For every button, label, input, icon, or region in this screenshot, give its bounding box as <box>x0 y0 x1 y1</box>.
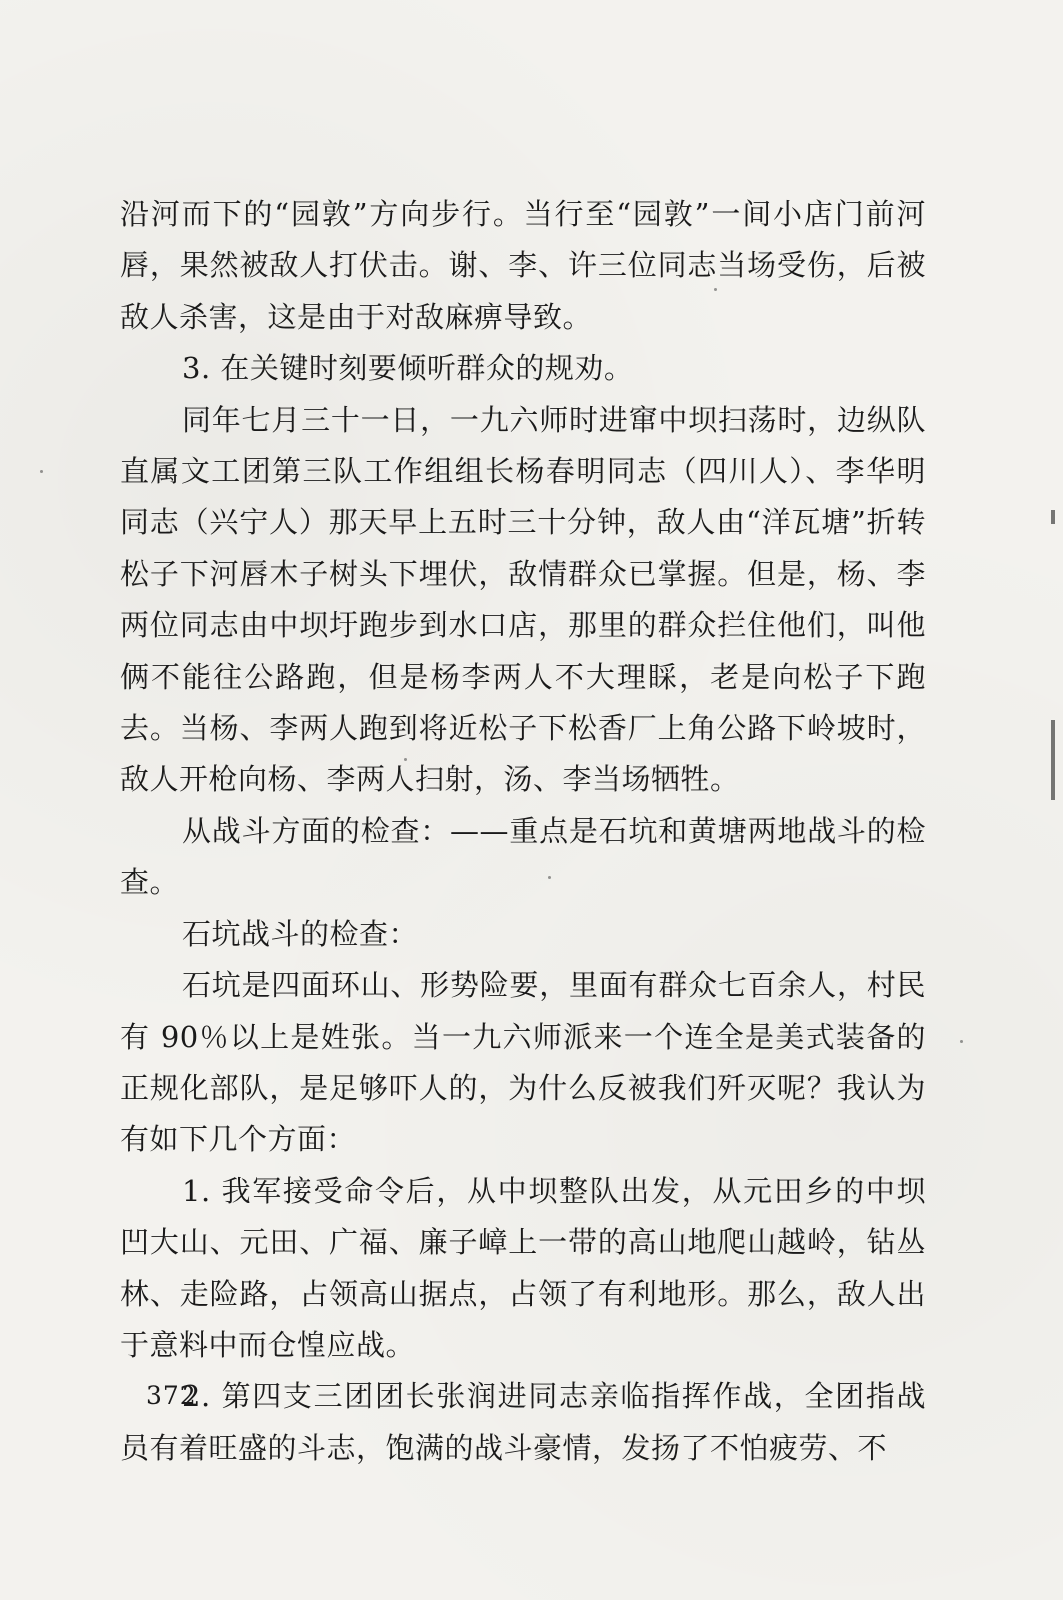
paragraph-battle-review: 从战斗方面的检查：——重点是石坑和黄塘两地战斗的检查。 <box>120 813 926 900</box>
scan-edge-mark <box>1051 510 1055 524</box>
paragraph-point-2: 2. 第四支三团团长张润进同志亲临指挥作战，全团指战员有着旺盛的斗志，饱满的战斗豪情，发扬了不怕疲劳、不 <box>120 1379 926 1465</box>
scan-speck <box>714 288 717 291</box>
paragraph-point-3-heading: 3. 在关键时刻要倾听群众的规劝。 <box>182 351 634 386</box>
paragraph-point-1: 1. 我军接受命令后，从中坝整队出发，从元田乡的中坝凹大山、元田、广福、廉子嶂上一带的高山地爬山越岭，钻丛林、走险路，占领高山据点，占领了有利地形。那么，敌人出于意料中而仓惶应战。 <box>120 1173 926 1362</box>
scan-speck <box>404 758 407 761</box>
paragraph-incident: 同年七月三十一日，一九六师时进窜中坝扫荡时，边纵队直属文工团第三队工作组组长杨春明同志（四川人）、李华明同志（兴宁人）那天早上五时三十分钟，敌人由“洋瓦塘”折转松子下河唇木子树头下埋伏，敌情群众已掌握。但是，杨、李两位同志由中坝圩跑步到水口店，那里的群众拦住他们，叫他俩不能往公路跑，但是杨李两人不大理睬，老是向松子下跑去。当杨、李两人跑到将近松子下松香厂上角公路下岭坡时，敌人开枪向杨、李两人扫射，汤、李当场牺牲。 <box>120 402 926 797</box>
body-text <box>120 189 926 1474</box>
paragraph-continued: 沿河而下的“园敦”方向步行。当行至“园敦”一间小店门前河唇，果然被敌人打伏击。谢、李、许三位同志当场受伤，后被敌人杀害，这是由于对敌麻痹导致。 <box>120 197 926 334</box>
paragraph-shikeng-heading: 石坑战斗的检查： <box>182 916 419 951</box>
page-number: 372 <box>146 1381 197 1410</box>
scan-speck <box>40 470 43 473</box>
scan-speck <box>960 1040 963 1043</box>
scan-speck <box>548 876 551 879</box>
scan-edge-mark <box>1051 720 1055 800</box>
paragraph-shikeng-description: 石坑是四面环山、形势险要，里面有群众七百余人，村民有 90％以上是姓张。当一九六师派来一个连全是美式装备的正规化部队，是足够吓人的，为什么反被我们歼灭呢？我认为有如下几个方面： <box>120 968 926 1157</box>
